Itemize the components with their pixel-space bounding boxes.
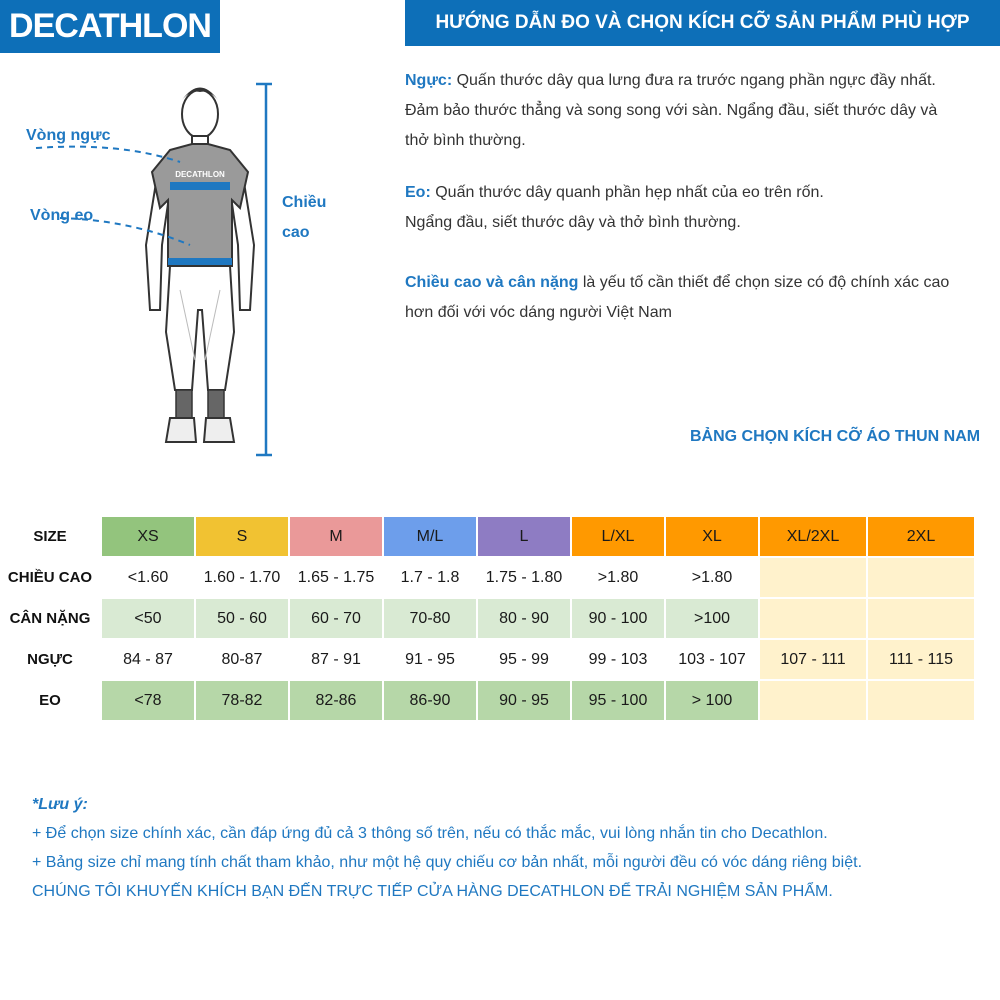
height-weight-key: Chiều cao và cân nặng <box>405 274 579 291</box>
table-row-height <box>0 558 976 599</box>
cell-height-s: 1.60 - 1.70 <box>196 558 290 599</box>
cell-weight-xl-2xl <box>760 599 868 640</box>
hw-text-1: là yếu tố cần thiết để chọn size có độ chính xác cao <box>578 274 950 291</box>
chest-text-3: thở bình thường. <box>405 132 526 149</box>
cell-chest-s: 80-87 <box>196 640 290 681</box>
height-weight-description <box>405 268 985 328</box>
cell-waist-2xl <box>868 681 976 722</box>
cell-weight-2xl <box>868 599 976 640</box>
chest-label: Vòng ngực <box>26 127 111 144</box>
cell-weight-xs: <50 <box>102 599 196 640</box>
cell-size-xs: XS <box>102 517 196 558</box>
cell-waist-l-xl: 95 - 100 <box>572 681 666 722</box>
waist-label: Vòng eo <box>30 207 94 224</box>
chest-key: Ngực: <box>405 72 453 89</box>
cell-height-xs: <1.60 <box>102 558 196 599</box>
cell-height-xl-2xl <box>760 558 868 599</box>
cell-weight-l-xl: 90 - 100 <box>572 599 666 640</box>
cell-size-xl-2xl: XL/2XL <box>760 517 868 558</box>
hw-text-2: hơn đối với vóc dáng người Việt Nam <box>405 304 672 321</box>
cell-size-m: M <box>290 517 384 558</box>
chest-text-2: Đảm bảo thước thẳng và song song với sàn. Ngẩng đầu, siết thước dây và <box>405 102 938 119</box>
cell-height-l-xl: >1.80 <box>572 558 666 599</box>
chest-text-1: Quấn thước dây qua lưng đưa ra trước ngang phần ngực đầy nhất. <box>452 72 936 89</box>
shirt-logo-text: DECATHLON <box>175 170 225 179</box>
cell-chest-m-l: 91 - 95 <box>384 640 478 681</box>
cell-size-xl: XL <box>666 517 760 558</box>
cell-waist-l: 90 - 95 <box>478 681 572 722</box>
cell-chest-xs: 84 - 87 <box>102 640 196 681</box>
cell-chest-m: 87 - 91 <box>290 640 384 681</box>
decathlon-logo: DECATHLON <box>0 0 220 53</box>
cell-waist-xl-2xl <box>760 681 868 722</box>
row-label-weight: CÂN NẶNG <box>0 599 102 640</box>
waist-text-1: Quấn thước dây quanh phần hẹp nhất của eo trên rốn. <box>430 184 824 201</box>
cell-chest-xl-2xl: 107 - 111 <box>760 640 868 681</box>
notes-section <box>32 790 982 906</box>
body-measurement-figure <box>20 70 340 470</box>
cell-chest-l-xl: 99 - 103 <box>572 640 666 681</box>
cell-size-m-l: M/L <box>384 517 478 558</box>
cell-size-l-xl: L/XL <box>572 517 666 558</box>
chest-description <box>405 66 985 156</box>
cell-chest-2xl: 111 - 115 <box>868 640 976 681</box>
table-row-waist <box>0 681 976 722</box>
cell-height-l: 1.75 - 1.80 <box>478 558 572 599</box>
notes-title: *Lưu ý: <box>32 796 88 813</box>
table-row-weight <box>0 599 976 640</box>
cell-size-2xl: 2XL <box>868 517 976 558</box>
waist-description <box>405 178 985 238</box>
cell-size-l: L <box>478 517 572 558</box>
row-label-chest: NGỰC <box>0 640 102 681</box>
page-title-banner: HƯỚNG DẪN ĐO VÀ CHỌN KÍCH CỠ SẢN PHẨM PHÙ HỢP <box>405 0 1000 46</box>
table-row-chest <box>0 640 976 681</box>
notes-line-2: + Bảng size chỉ mang tính chất tham khảo, như một hệ quy chiếu cơ bản nhất, mỗi người đều có vóc dáng riêng biệt. <box>32 854 863 871</box>
cell-waist-xl: > 100 <box>666 681 760 722</box>
cell-height-2xl <box>868 558 976 599</box>
cell-weight-s: 50 - 60 <box>196 599 290 640</box>
cell-waist-xs: <78 <box>102 681 196 722</box>
cell-weight-l: 80 - 90 <box>478 599 572 640</box>
cell-chest-xl: 103 - 107 <box>666 640 760 681</box>
height-label-line1: Chiều <box>282 194 327 211</box>
cell-height-xl: >1.80 <box>666 558 760 599</box>
cell-chest-l: 95 - 99 <box>478 640 572 681</box>
notes-line-3: CHÚNG TÔI KHUYẾN KHÍCH BẠN ĐẾN TRỰC TIẾP CỬA HÀNG DECATHLON ĐỂ TRẢI NGHIỆM SẢN PHẨM. <box>32 883 833 900</box>
row-label-waist: EO <box>0 681 102 722</box>
notes-line-1: + Để chọn size chính xác, cần đáp ứng đủ cả 3 thông số trên, nếu có thắc mắc, vui lòng nhắn tin cho Decathlon. <box>32 825 828 842</box>
waist-key: Eo: <box>405 184 431 201</box>
row-label-height: CHIỀU CAO <box>0 558 102 599</box>
cell-waist-s: 78-82 <box>196 681 290 722</box>
cell-height-m-l: 1.7 - 1.8 <box>384 558 478 599</box>
waist-text-2: Ngẩng đầu, siết thước dây và thở bình thường. <box>405 214 741 231</box>
size-table-title: BẢNG CHỌN KÍCH CỠ ÁO THUN NAM <box>690 428 981 445</box>
table-row-size <box>0 517 976 558</box>
cell-waist-m: 82-86 <box>290 681 384 722</box>
height-label-line2: cao <box>282 224 310 241</box>
size-chart-table <box>0 517 976 722</box>
row-label-size: SIZE <box>0 517 102 558</box>
cell-height-m: 1.65 - 1.75 <box>290 558 384 599</box>
cell-weight-m: 60 - 70 <box>290 599 384 640</box>
cell-waist-m-l: 86-90 <box>384 681 478 722</box>
cell-weight-m-l: 70-80 <box>384 599 478 640</box>
cell-weight-xl: >100 <box>666 599 760 640</box>
cell-size-s: S <box>196 517 290 558</box>
